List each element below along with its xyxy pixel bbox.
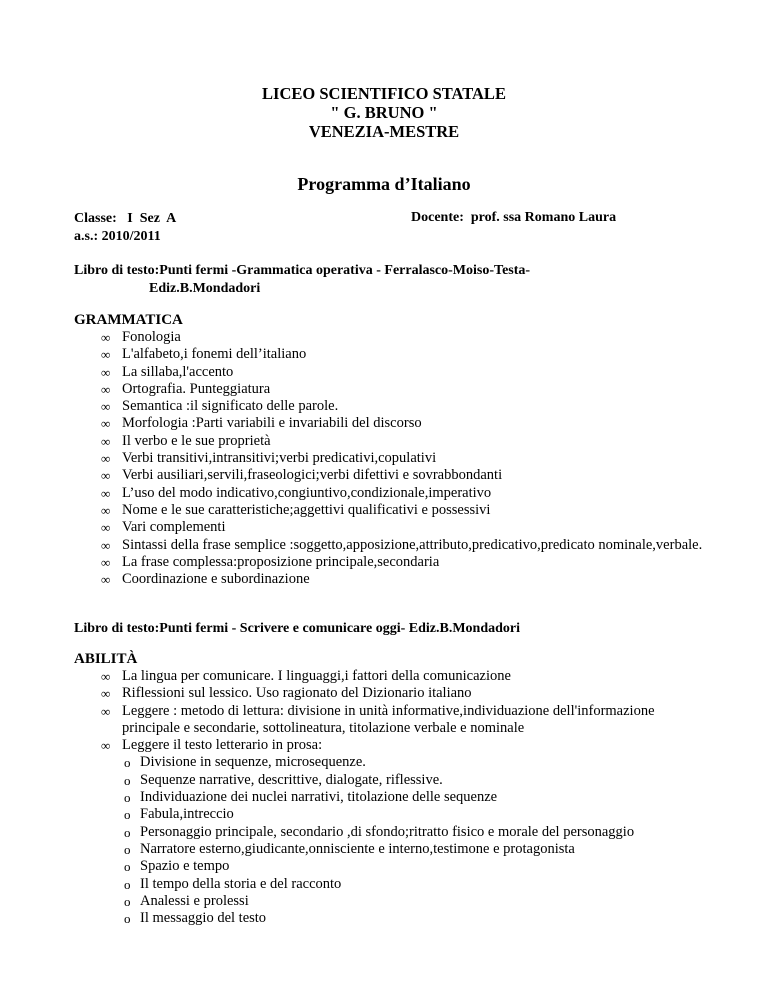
bullet-icon: o [124, 824, 131, 840]
bullet-icon: o [124, 859, 131, 875]
grammar-item-text: Vari complementi [122, 519, 226, 536]
grammar-item [74, 415, 714, 432]
bullet-icon: o [124, 893, 131, 909]
bullet-icon: ∞ [101, 416, 111, 432]
bullet-icon: ∞ [101, 738, 111, 754]
program-title: Programma d’Italiano [297, 174, 471, 194]
grammar-item-text: Nome e le sue caratteristiche;aggettivi qualificativi e possessivi [122, 501, 491, 518]
skills-item-text: Leggere : metodo di lettura: divisione in unità informative,individuazione dell'informazione principale e secondarie, sottolineatura, titolazione verbale e nominale [122, 702, 655, 736]
bullet-icon: o [124, 790, 131, 806]
grammar-item [74, 502, 714, 519]
class-label: Classe: I Sez A [74, 211, 177, 226]
bullet-icon: ∞ [101, 364, 111, 380]
grammar-item [74, 467, 714, 484]
skills-item [74, 703, 714, 738]
skills-section [74, 650, 714, 927]
bullet-icon: o [124, 807, 131, 823]
class-info [74, 210, 176, 246]
grammar-item [74, 537, 714, 554]
skills-subitem-text: Sequenze narrative, descrittive, dialogate, riflessive. [140, 771, 443, 788]
grammar-item-text: Il verbo e le sue proprietà [122, 432, 271, 449]
grammar-item [74, 398, 714, 415]
skills-subitem [74, 910, 714, 927]
grammar-item-text: La frase complessa:proposizione principale,secondaria [122, 553, 440, 570]
grammar-item [74, 519, 714, 536]
skills-subitem [74, 858, 714, 875]
grammar-item [74, 571, 714, 588]
skills-subitem-text: Spazio e tempo [140, 858, 230, 875]
bullet-icon: ∞ [101, 451, 111, 467]
school-namesake: " G. BRUNO " [330, 103, 438, 122]
skills-subitem-text: Divisione in sequenze, microsequenze. [140, 754, 366, 771]
skills-subitem-text: Il tempo della storia e del racconto [140, 875, 342, 892]
grammar-item-text: Coordinazione e subordinazione [122, 571, 310, 588]
bullet-icon: ∞ [101, 502, 111, 518]
grammar-item [74, 346, 714, 363]
bullet-icon: ∞ [101, 554, 111, 570]
skills-sublist [74, 754, 714, 927]
grammar-item [74, 450, 714, 467]
grammar-section [74, 311, 714, 588]
bullet-icon: ∞ [101, 485, 111, 501]
skills-item [74, 737, 714, 754]
skills-subitem [74, 876, 714, 893]
bullet-icon: ∞ [101, 347, 111, 363]
bullet-icon: ∞ [101, 686, 111, 702]
bullet-icon: o [124, 876, 131, 892]
skills-subitem [74, 893, 714, 910]
bullet-icon: o [124, 772, 131, 788]
grammar-item-text: Morfologia :Parti variabili e invariabili del discorso [122, 415, 422, 432]
school-city: VENEZIA-MESTRE [308, 122, 460, 141]
grammar-item [74, 485, 714, 502]
textbook-writing: Libro di testo:Punti fermi - Scrivere e comunicare oggi- Ediz.B.Mondadori [74, 621, 521, 636]
skills-item-text: La lingua per comunicare. I linguaggi,i fattori della comunicazione [122, 668, 511, 684]
textbook-grammar [74, 262, 530, 298]
grammar-item [74, 554, 714, 571]
grammar-item [74, 329, 714, 346]
bullet-icon: ∞ [101, 703, 111, 719]
skills-item-text: Leggere il testo letterario in prosa: [122, 737, 323, 754]
bullet-icon: o [124, 841, 131, 857]
school-year: a.s.: 2010/2011 [74, 229, 161, 244]
skills-subitem-text: Narratore esterno,giudicante,onnisciente e interno,testimone e protagonista [140, 840, 575, 857]
grammar-item-text: Ortografia. Punteggiatura [122, 380, 271, 397]
bullet-icon: ∞ [101, 381, 111, 397]
bullet-icon: o [124, 911, 131, 927]
skills-subitem-text: Il messaggio del testo [140, 910, 267, 927]
skills-heading: ABILITÀ [74, 651, 138, 667]
grammar-item-text: La sillaba,l'accento [122, 363, 234, 380]
school-name: LICEO SCIENTIFICO STATALE [262, 84, 506, 103]
bullet-icon: ∞ [101, 399, 111, 415]
bullet-icon: ∞ [101, 572, 111, 588]
textbook-grammar-line2: Ediz.B.Mondadori [149, 281, 261, 296]
skills-item [74, 668, 714, 685]
grammar-item-text: Verbi ausiliari,servili,fraseologici;verbi difettivi e sovrabbondanti [122, 467, 503, 484]
grammar-list [74, 329, 714, 588]
bullet-icon: ∞ [101, 433, 111, 449]
grammar-item [74, 364, 714, 381]
grammar-item-text: L’uso del modo indicativo,congiuntivo,condizionale,imperativo [122, 484, 492, 501]
skills-subitem [74, 841, 714, 858]
bullet-icon: ∞ [101, 468, 111, 484]
skills-item-text: Riflessioni sul lessico. Uso ragionato del Dizionario italiano [122, 685, 472, 702]
skills-subitem [74, 772, 714, 789]
skills-list [74, 668, 714, 927]
skills-subitem [74, 824, 714, 841]
skills-subitem [74, 806, 714, 823]
grammar-item-text: L'alfabeto,i fonemi dell’italiano [122, 346, 307, 363]
skills-subitem-text: Personaggio principale, secondario ,di sfondo;ritratto fisico e morale del personaggio [140, 823, 635, 840]
skills-item [74, 685, 714, 702]
grammar-item-text: Verbi transitivi,intransitivi;verbi predicativi,copulativi [122, 450, 437, 467]
grammar-item-text: Fonologia [122, 329, 181, 345]
skills-subitem [74, 754, 714, 771]
school-header [0, 84, 768, 141]
grammar-heading: GRAMMATICA [74, 312, 183, 328]
bullet-icon: ∞ [101, 330, 111, 345]
bullet-icon: ∞ [101, 537, 111, 553]
bullet-icon: ∞ [101, 520, 111, 536]
skills-subitem [74, 789, 714, 806]
bullet-icon: o [124, 755, 131, 771]
bullet-icon: ∞ [101, 669, 111, 684]
textbook-grammar-line1: Libro di testo:Punti fermi -Grammatica operativa - Ferralasco-Moiso-Testa- [74, 263, 531, 278]
skills-subitem-text: Fabula,intreccio [140, 806, 234, 823]
grammar-item [74, 433, 714, 450]
teacher-label: Docente: prof. ssa Romano Laura [411, 210, 617, 225]
grammar-item-text: Semantica :il significato delle parole. [122, 398, 339, 415]
grammar-item [74, 381, 714, 398]
skills-subitem-text: Analessi e prolessi [140, 892, 249, 909]
skills-subitem-text: Individuazione dei nuclei narrativi, titolazione delle sequenze [140, 789, 498, 806]
grammar-item-text: Sintassi della frase semplice :soggetto,apposizione,attributo,predicativo,predicato nominale,verbale. [122, 536, 703, 553]
